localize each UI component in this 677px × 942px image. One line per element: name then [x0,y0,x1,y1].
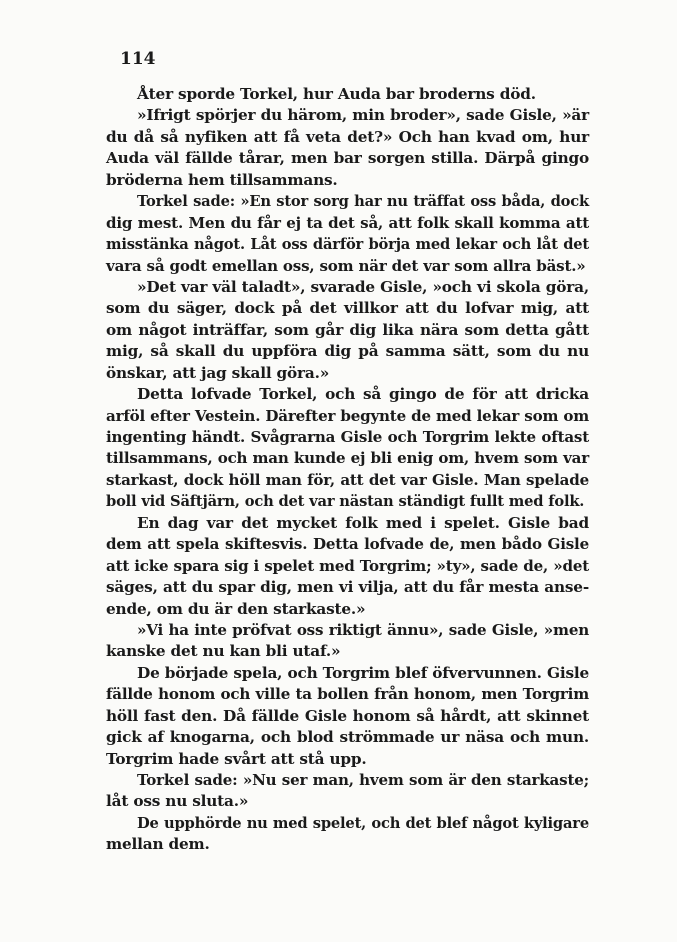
text-line: arföl efter Vestein. Därefter begynte de med lekar som om [106,406,589,425]
text-line: kanske det nu kan bli utaf.» [106,642,341,661]
text-line: mellan dem. [106,835,210,854]
text-line: tillsammans, och man kunde ej bli enig om, hvem som var [106,449,589,468]
text-line: fällde honom och ville ta bollen från honom, men Torgrim [106,685,589,704]
text-line: dem att spela skiftesvis. Detta lofvade de, men bådo Gisle [106,535,589,554]
text-line: Auda väl fällde tårar, men bar sorgen stilla. Därpå gingo [106,149,589,168]
text-line: »Ifrigt spörjer du härom, min broder», sade Gisle, »är [137,106,589,125]
text-line: önskar, att jag skall göra.» [106,363,330,382]
text-line: gick af knogarna, och blod strömmade ur näsa och mun. [106,728,589,747]
text-line: En dag var det mycket folk med i spelet. Gisle bad [137,513,589,532]
body-text [106,84,589,856]
page-number: 114 [120,49,156,69]
text-line: »Det var väl taladt», svarade Gisle, »och vi skola göra, [137,277,589,296]
text-line: att icke spara sig i spelet med Torgrim; »ty», sade de, »det [106,556,589,575]
text-line: mig, så skall du uppföra dig på samma sätt, som du nu [106,342,589,361]
text-line: De upphörde nu med spelet, och det blef något kyligare [137,814,589,832]
text-line: misstänka något. Låt oss därför börja med lekar och låt det [106,236,589,254]
text-line: De började spela, och Torgrim blef öfvervunnen. Gisle [137,663,589,682]
text-line: boll vid Säftjärn, och det var nästan ständigt fullt med folk. [106,493,585,511]
text-line: Åter sporde Torkel, hur Auda bar broderns död. [137,85,536,103]
text-line: dig mest. Men du får ej ta det så, att folk skall komma att [106,213,589,232]
text-line: om något inträffar, som går dig lika nära som detta gått [106,320,589,339]
text-line: starkast, dock höll man för, att det var Gisle. Man spelade [106,470,589,489]
text-line: Torkel sade: »Nu ser man, hvem som är den starkaste; [137,771,589,789]
text-line: ende, om du är den starkaste.» [106,599,366,618]
text-line: Torkel sade: »En stor sorg har nu träffat oss båda, dock [137,193,589,211]
text-line: du då så nyfiken att få veta det?» Och han kvad om, hur [106,127,589,146]
text-line: »Vi ha inte pröfvat oss riktigt ännu», sade Gisle, »men [137,620,589,639]
text-line: Torgrim hade svårt att stå upp. [106,749,367,768]
text-line: säges, att du spar dig, men vi vilja, att du får mesta anse- [106,578,589,597]
text-line: ingenting händt. Svågrarna Gisle och Torgrim lekte oftast [106,428,589,446]
text-line: höll fast den. Då fällde Gisle honom så hårdt, att skinnet [106,706,589,725]
text-line: bröderna hem tillsammans. [106,170,338,189]
text-line: som du säger, dock på det villkor att du lofvar mig, att [106,299,589,318]
text-line: låt oss nu sluta.» [106,792,249,811]
text-line: vara så godt emellan oss, som när det var som allra bäst.» [106,256,586,275]
text-line: Detta lofvade Torkel, och så gingo de för att dricka [137,385,589,404]
